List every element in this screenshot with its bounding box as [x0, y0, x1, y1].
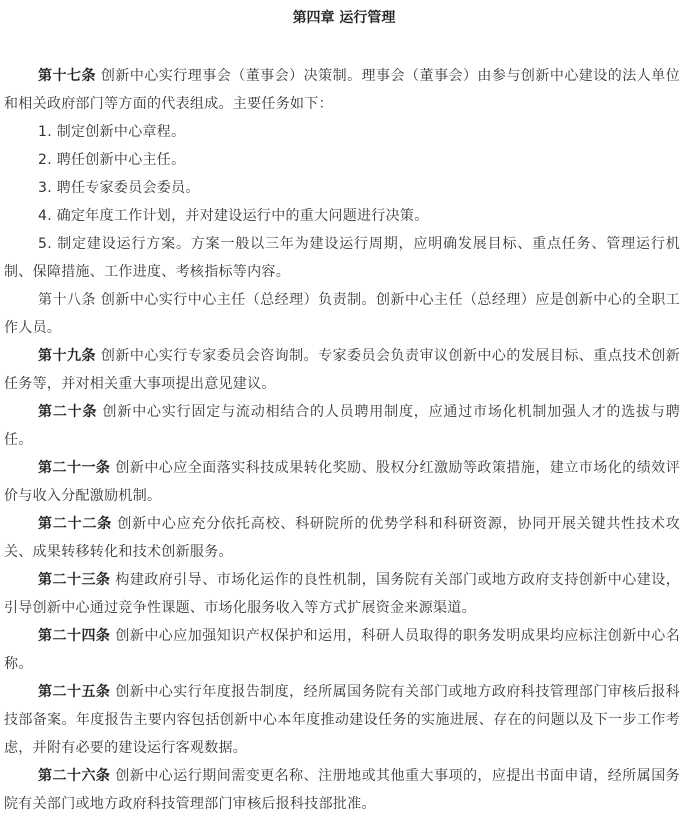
task-item-2: 2. 聘任创新中心主任。	[38, 152, 186, 168]
article-text: 创新中心应全面落实科技成果转化奖励、股权分红激励等政策措施，建立市场化的绩效评价与收入分配激励机制。	[4, 460, 681, 504]
article-21	[4, 454, 680, 510]
article-label: 第十九条	[38, 348, 96, 364]
title-spacer	[4, 28, 684, 62]
article-text: 创新中心实行专家委员会咨询制。专家委员会负责审议创新中心的发展目标、重点技术创新任务等，并对相关重大事项提出意见建议。	[4, 348, 681, 392]
task-item-4: 4. 确定年度工作计划，并对建设运行中的重大问题进行决策。	[38, 208, 429, 224]
task-item-3: 3. 聘任专家委员会委员。	[38, 180, 200, 196]
chapter-content	[4, 62, 680, 818]
article-label: 第二十三条	[38, 572, 111, 588]
article-20	[4, 398, 680, 454]
article-label: 第二十五条	[38, 684, 111, 700]
article-label: 第二十一条	[38, 460, 111, 476]
article-text: 创新中心应充分依托高校、科研院所的优势学科和科研资源，协同开展关键共性技术攻关、成果转移转化和技术创新服务。	[4, 516, 681, 560]
article-text: 创新中心实行理事会（董事会）决策制。理事会（董事会）由参与创新中心建设的法人单位和相关政府部门等方面的代表组成。主要任务如下：	[4, 68, 681, 112]
article-24	[4, 622, 680, 678]
article-label: 第二十二条	[38, 516, 113, 532]
article-text: 创新中心实行固定与流动相结合的人员聘用制度，应通过市场化机制加强人才的选拔与聘任。	[4, 404, 680, 448]
article-label: 第二十四条	[38, 628, 111, 644]
article-26	[4, 762, 680, 818]
article-label: 第十七条	[38, 68, 96, 84]
article-label: 第二十条	[38, 404, 98, 420]
article-text: 构建政府引导、市场化运作的良性机制，国务院有关部门或地方政府支持创新中心建设，引导创新中心通过竞争性课题、市场化服务收入等方式扩展资金来源渠道。	[4, 572, 681, 616]
task-item-5: 5. 制定建设运行方案。方案一般以三年为建设运行周期，应明确发展目标、重点任务、管理运行机制、保障措施、工作进度、考核指标等内容。	[4, 236, 680, 280]
article-text: 创新中心实行中心主任（总经理）负责制。创新中心主任（总经理）应是创新中心的全职工作人员。	[4, 292, 681, 336]
article-label: 第二十六条	[38, 768, 111, 784]
article-25	[4, 678, 680, 762]
article-18	[4, 286, 680, 342]
chapter-title: 第四章 运行管理	[292, 10, 396, 26]
article-23	[4, 566, 680, 622]
article-19	[4, 342, 680, 398]
article-text: 创新中心实行年度报告制度，经所属国务院有关部门或地方政府科技管理部门审核后报科技部备案。年度报告主要内容包括创新中心本年度推动建设任务的实施进展、存在的问题以及下一步工作考虑，并附有必要的建设运行客观数据。	[4, 684, 681, 756]
article-22	[4, 510, 680, 566]
article-text: 创新中心应加强知识产权保护和运用，科研人员取得的职务发明成果均应标注创新中心名称。	[4, 628, 681, 672]
article-label: 第十八条	[38, 292, 96, 308]
article-17	[4, 62, 680, 118]
article-text: 创新中心运行期间需变更名称、注册地或其他重大事项的，应提出书面申请，经所属国务院有关部门或地方政府科技管理部门审核后报科技部批准。	[4, 768, 681, 812]
task-item-1: 1. 制定创新中心章程。	[38, 124, 186, 140]
